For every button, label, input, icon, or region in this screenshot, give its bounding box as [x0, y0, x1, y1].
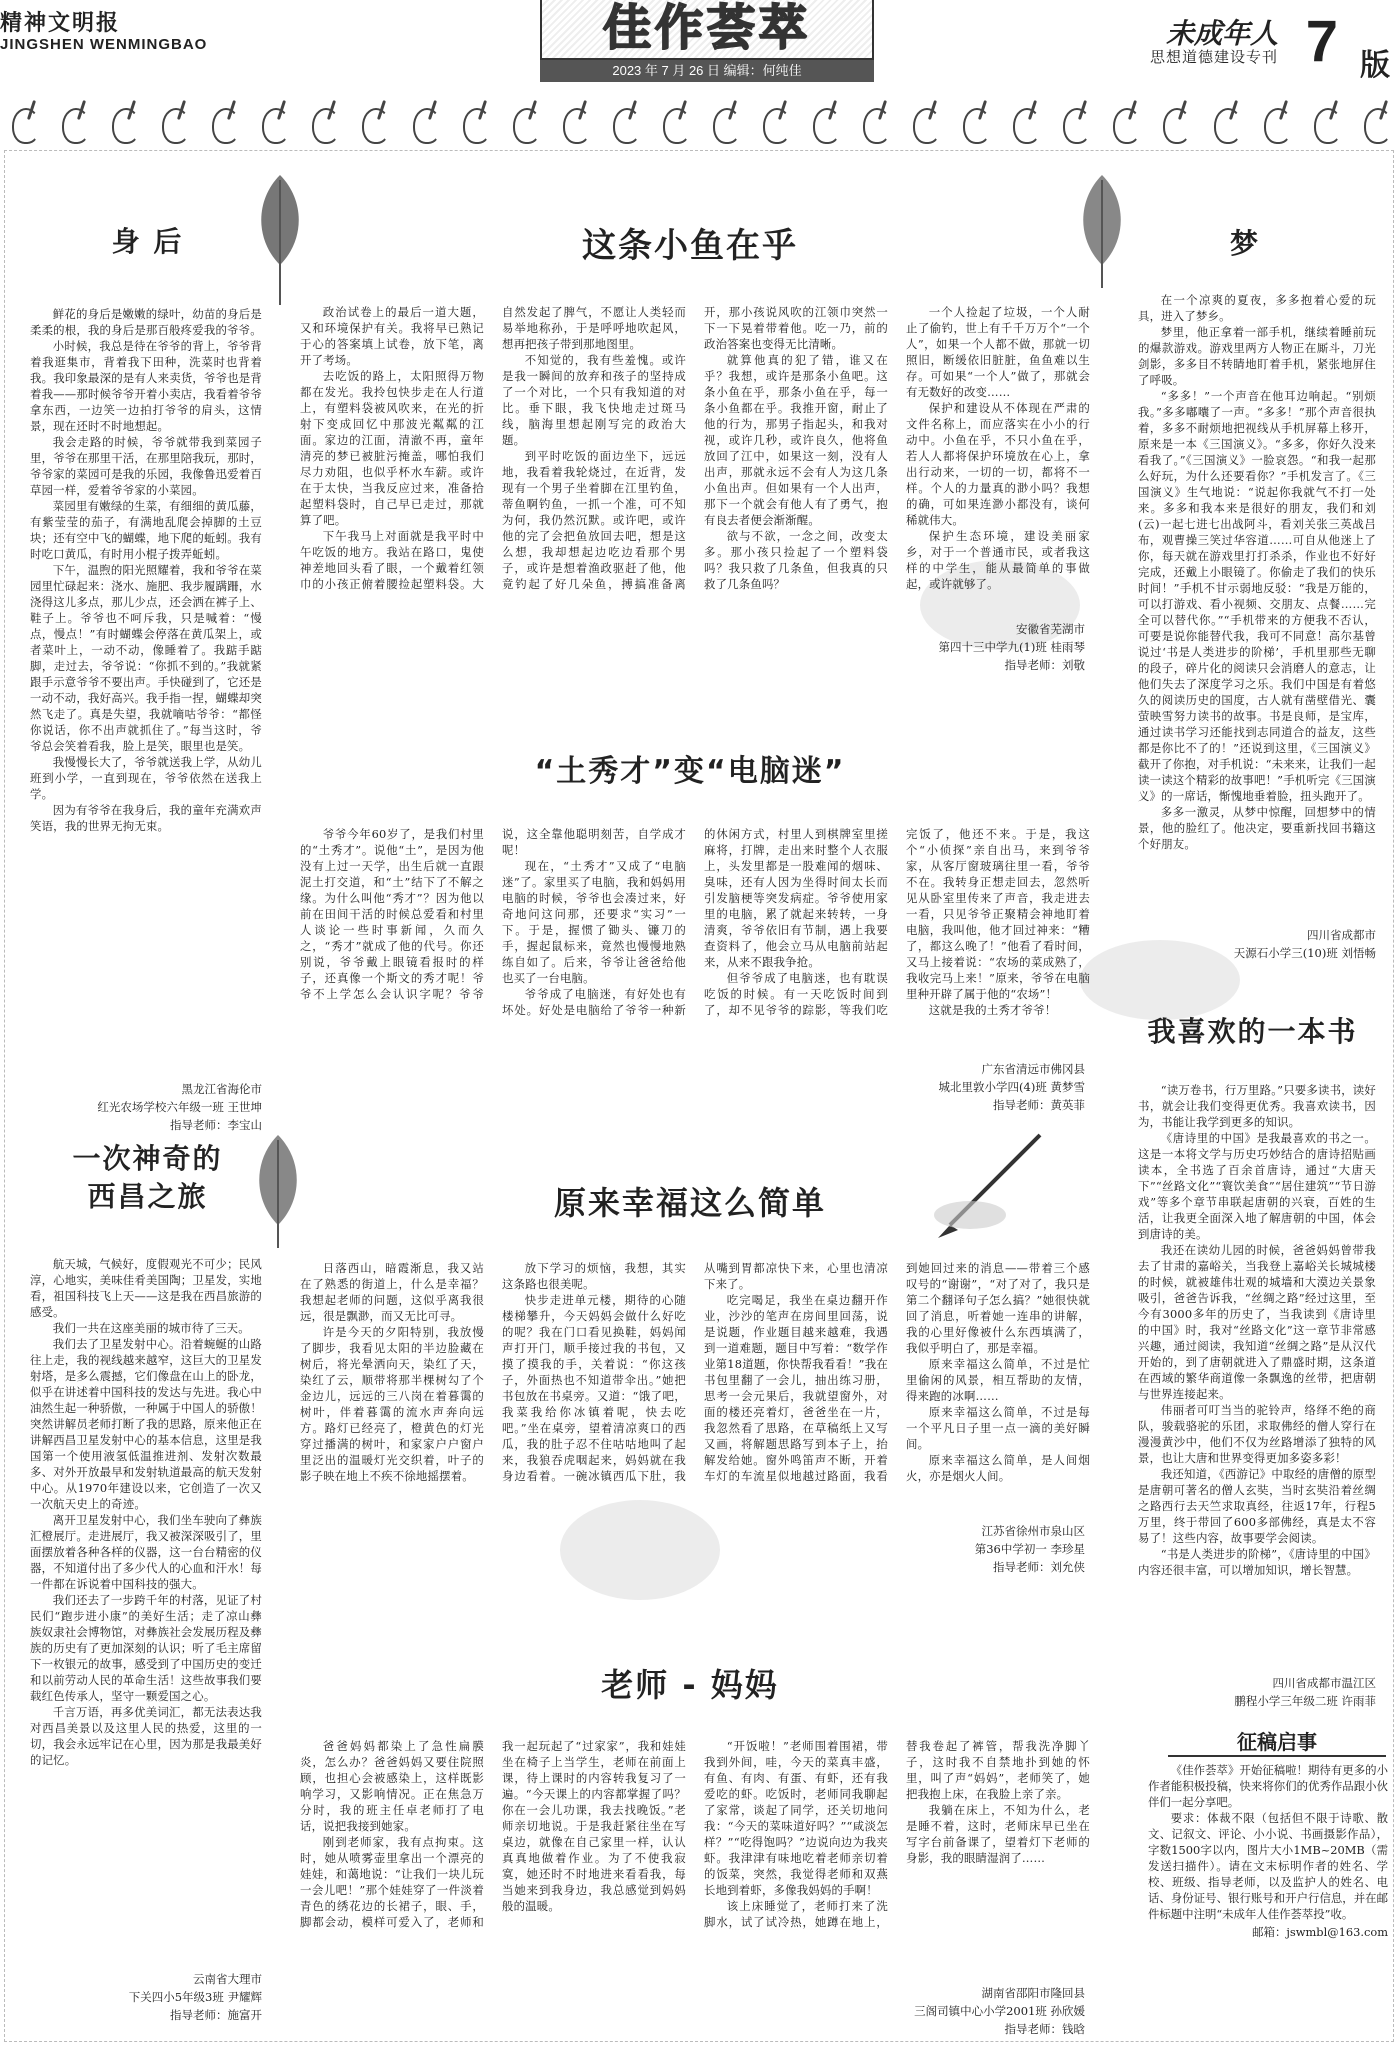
- notice-title: 征稿启事: [1168, 1726, 1386, 1757]
- paragraph: 菜园里有嫩绿的生菜，有细细的黄瓜藤，有紫莹莹的茄子，有满地乱爬会掉脚的土豆块；还有空中飞的蝴蝶，地下爬的蚯蚓。我有时吃口黄瓜，有时用小棍子拨弄蚯蚓。: [30, 499, 262, 561]
- title-shenhou: 身 后: [111, 225, 184, 258]
- signature-laoshi: 湖南省邵阳市隆回县 三阁司镇中心小学2001班 孙欣媛 指导老师：钱晗: [914, 1986, 1085, 2036]
- paragraph: “多多！”一个声音在他耳边响起。“别烦我。”多多嘟囔了一声。“多多！”那个声音很执着，多多不耐烦地把视线从手机屏幕上移开，原来是一本《三国演义》。“多多，你好久没来看我了。”《三国演义》一脸哀怨。“和我一起那么好玩，为什么还要看你？”手机发言了。《三国演义》生气地说：“说起你我就气不打一处来。多多和我本来是很好的朋友，我们和刘(云)一起七进七出战阿斗，看刘关张三英战吕布，观曹操三笑过华容道……可自从他迷上了你，每天就在游戏里打打杀杀，作业也不好好完成，还戴上小眼镜了。你偷走了我们的快乐时间！”手机不甘示弱地反驳：“我是万能的，可以打游戏、看小视频、交朋友、点餐……完全可以替代你。”“手机带来的方便我不否认，可要是说你能替代我，我可不同意！高尔基曾说过‘书是人类进步的阶梯’，手机里那些无聊的段子，碎片化的阅读只会消磨人的意志，让他们失去了深度学习之乐。我们中国是有着悠久的阅读历史的国度，古人就有凿壁借光、囊萤映雪努力读书的故事。书是良师，是宝库，通过读书学习还能找到志同道合的益友，这些都是你比不了的！”还说到这里，《三国演义》截开了你抱，对手机说：“未来来，让我们一起读一读这个精彩的故事吧！”手机听完《三国演义》的一席话，惭愧地垂着脸，扭头跑开了。: [1138, 389, 1376, 803]
- ring-icon: [957, 100, 991, 142]
- paragraph: 我慢慢长大了，爷爷就送我上学，从幼儿班到小学，一直到现在，爷爷依然在送我上学。: [30, 755, 262, 801]
- paragraph: “读万卷书，行万里路。”只要多读书，读好书，就会让我们变得更优秀。我喜欢读书，因为，书能让我学到更多的知识。: [1138, 1083, 1376, 1129]
- paragraph: 政治试卷上的最后一道大题，又和环境保护有关。我将早已熟记于心的答案填上试卷，放下笔，离开了考场。: [300, 305, 484, 367]
- paragraph: 我会走路的时候，爷爷就带我到菜园子里，爷爷在那里干活，在那里陪我玩，那时，爷爷家的菜园可是我的乐园，我像鲁迅爱着百草园一样，爱着爷爷家的小菜园。: [30, 435, 262, 497]
- title-meng: 梦: [1229, 227, 1260, 260]
- email-label: 邮箱：: [1252, 1925, 1287, 1939]
- paragraph: 吃完喝足，我坐在桌边翻开作业，沙沙的笔声在房间里回荡，说是说题，作业题目越来越难，我遇到一道难题，题目中写着：“数学作业第18道题，你快帮我看看！”我在书包里翻了一会儿，抽出练习册，思考一会元果后，我就望窗外，对面的楼还亮着灯，爸爸坐在一片，我忽然看了思路，在草稿纸上又写又画，将解题思路写到本子上，抬解发给她。窗外鸣笛声不断，开着车灯的车流星似地越过路面，我看到她回过来的消息——带着三个感叹号的“谢谢”，“对了对了，我只是第二个翻译句子怎么搞？”她很快就回了消息，听着她一连串的讲解，我的心里好像被什么东西填满了，我似乎明白了，那是幸福。: [704, 1261, 1090, 1483]
- paragraph: 快步走进单元楼，期待的心随楼梯攀升，今天妈妈会做什么好吃的呢？我在门口看见换鞋，妈妈闻声打开门，顺手接过我的书包，又摸了摸我的手，关着说：“你这孩子，外面热也不知道带伞出。”她把书包放在书桌旁。又道：“饿了吧，我菜我给你冰镇着呢，快去吃吧。”坐在桌旁，望着清凉爽口的西瓜，我的肚子忍不住咕咕地叫了起来，我狼吞虎咽起来，妈妈就在我身边看着。一碗冰镇西瓜下肚，我从嘴到胃都凉快下来，心里也清凉下来了。: [502, 1261, 888, 1483]
- ring-icon: [907, 100, 941, 142]
- paragraph: 该上床睡觉了，老师打来了洗脚水，试了试冷热，她蹲在地上，替我卷起了裤管，帮我洗净脚丫子，这时我不自禁地扑到她的怀里，叫了声“妈妈”，老师笑了，她把我抱上床，在我脸上亲了亲。: [704, 1739, 1090, 1929]
- paragraph: 到平时吃饭的面边坐下，远远地，我看着我轮烧过，在近背，发现有一个男子坐着脚在江里钓鱼，蒂鱼啊钓鱼，一抓一个准，可不知为何，我仍然沉默。或许吧，或许他的完了会把鱼放回去吧，想是这么想，我却想起边吃边看那个男子，或许是想着渔政驱赶了他，他竟钓起了好几朵鱼，搏搞准备离开，那小孩说风吹的江领巾突然一下一下晃着带着他。吃一乃，前的政治答案也变得无比清晰。: [502, 305, 888, 591]
- paragraph: 刚到老师家，我有点拘束。这时，她从喷雾壶里拿出一个漂亮的娃娃，和蔼地说：“让我们一块儿玩一会儿吧！”那个娃娃穿了一件淡着青色的绣花边的长裙子，眼、手，脚都会动，模样可爱入了，老师和我一起玩起了“过家家”，我和娃娃坐在椅子上当学生，老师在前面上课，待上课时的内容转我复习了一遍。“今天课上的内容都掌握了吗？你在一会儿功课，我去找晚饭。”老师亲切地说。于是我赶紧往坐在写桌边，就像在自己家里一样，认认真真地做着作业。为了不使我寂寞，她还时不时地进来看看我，每当她来到我身边，我总感觉到妈妈般的温暖。: [300, 1739, 686, 1929]
- ring-icon: [757, 100, 791, 142]
- paragraph: 我们一共在这座美丽的城市待了三天。: [52, 1321, 250, 1335]
- title-laoshi: 老师 - 妈妈: [601, 1666, 779, 1704]
- paragraph: 我还在读幼儿园的时候，爸爸妈妈曾带我去了甘肃的嘉峪关，当我登上嘉峪关长城城楼的时候，就被雄伟壮观的城墙和大漠边关景象吸引，爸爸告诉我，“丝绸之路”经过这里，至今有3000多年的历史了，当我读到《唐诗里的中国》时，我对“丝路文化”这一章节非常感兴趣，通过阅读，我知道“丝绸之路”是从汉代开始的，到了唐朝就进入了鼎盛时期，这条道在西域的繁华商道像一条飘逸的丝带，把唐朝与世界连接起来。: [1138, 1243, 1376, 1401]
- paragraph: 我还知道，《西游记》中取经的唐僧的原型是唐朝可著名的僧人玄奘，当时玄奘沿着丝绸之路西行去天竺求取真经，往返17年，行程5万里，终于带回了600多部佛经，真是太不容易了！这些内容，故事要学会阅读。: [1138, 1467, 1376, 1545]
- paragraph: 在一个凉爽的夏夜，多多抱着心爱的玩具，进入了梦乡。: [1138, 293, 1376, 323]
- ring-icon: [457, 100, 491, 142]
- paragraph: 小时候，我总是待在爷爷的背上，爷爷背着我逛集市，背着我下田种，洗菜时也背着我。我印象最深的是有人来卖货，爷爷也是背着我——那时候爷爷开着小卖店，我看着爷爷拿东西，一边笑一边拍打爷爷的肩头，这情景，现在还时不时地想起。: [30, 339, 262, 433]
- article-xichang: [30, 1256, 262, 1768]
- ring-icon: [607, 100, 641, 142]
- ring-icon: [857, 100, 891, 142]
- paragraph: 去吃饭的路上，太阳照得万物都在发光。我拎包快步走在人行道上，有塑料袋被风吹来，在光的折射下变成回忆中那波光粼粼的江面。家边的江面，清澈不再，童年清亮的梦已被脏污掩盖，哪怕我们尽力劝阻，也似乎杯水车薪。或许在于太快，当我反应过来，准备拾起塑料袋时，自己早已走过，那就算了吧。: [300, 369, 484, 527]
- ring-icon: [206, 100, 240, 142]
- signature-meng: 四川省成都市 天源石小学三(10)班 刘悟畅: [1233, 928, 1376, 960]
- paragraph: 下午，温煦的阳光照耀着，我和爷爷在菜园里忙碌起来：浇水、施肥、我步履蹒跚，水浇得这儿多点，那儿少点，还会洒在裤子上、鞋子上。爷爷也不呵斥我，只是喊着：“慢点，慢点！”有时蝴蝶会停落在黄瓜架上，或者菜叶上，一动不动，像睡着了。我踮手踮脚，走过去，爷爷说：“你抓不到的。”我就紧跟手示意爷爷不要出声。手快碰到了，它还是一动不动，我好高兴。我手指一捏，蝴蝶却突然飞走了。真是失望，我就嘀咕爷爷：“都怪你说话，你不出声就抓住了。”每当这时，爷爷总会笑着看我，脸上是笑，眼里也是笑。: [30, 563, 262, 753]
- paragraph: 伟丽者可叮当当的驼铃声，络绎不绝的商队，骏载骆驼的乐团，求取佛经的僧人穿行在漫漫黄沙中，他们不仅为丝路增添了独特的风景，也让大唐和世界变得更加多姿多彩！: [1138, 1403, 1376, 1465]
- title-xichang: 一次神奇的 西昌之旅: [72, 1142, 223, 1213]
- paragraph: 放下学习的烦恼，我想，其实这条路也很美呢。: [502, 1261, 686, 1291]
- paragraph: 梦里，他正拿着一部手机，继续着睡前玩的爆款游戏。游戏里两方人物正在厮斗，刀光剑影，多多目不转睛地盯着手机，紧张地屏住了呼吸。: [1138, 325, 1376, 387]
- paragraph: 一个人捡起了垃圾，一个人耐止了偷钓，世上有千千万万个“一个人”，如果一个人都不做，那就一切照旧，断缓依旧脏脏，鱼鱼难以生存。可如果“一个人”做了，那就会有无数好的改变……: [906, 305, 1090, 399]
- ring-icon: [1157, 100, 1191, 142]
- paragraph: 航天城，气候好，度假观光不可少；民风淳，心地实，美味佳肴美国陶；卫星发，实地看，祖国科技飞上天——这是我在西昌旅游的感受。: [30, 1257, 262, 1319]
- ring-icon: [707, 100, 741, 142]
- notice-email: [1148, 1924, 1388, 1940]
- paper-name: 精神文明报: [0, 10, 121, 36]
- ring-icon: [407, 100, 441, 142]
- paragraph: 这就是我的土秀才爷爷！: [928, 1003, 1057, 1017]
- paragraph: 日落西山，暗霞渐息，我又站在了熟悉的街道上，什么是幸福？我想起老师的问题，这似乎离我很远，很是飘渺，而又无比可寻。: [300, 1261, 484, 1323]
- paragraph: 下午我马上对面就是我平时中午吃饭的地方。我站在路口，鬼使神差地回头看了眼，一个戴着红领巾的小孩正俯着腰捡起塑料袋。大自然发起了脾气，不愿让人类轻而易举地称孙，于是呼呼地吹起风，想再把孩子带到那地图里。: [300, 305, 686, 591]
- paper-name-en: JINGSHEN WENMINGBAO: [0, 36, 208, 53]
- ring-icon: [1258, 100, 1292, 142]
- paragraph: 欲与不欲，一念之间，改变太多。那小孩只捡起了一个塑料袋吗？我只救了几条鱼，但我真的只救了几条鱼吗？: [704, 529, 888, 591]
- ring-icon: [807, 100, 841, 142]
- paragraph: “开饭啦！”老师围着围裙，带我到外间，哇，今天的菜真丰盛，有鱼、有肉、有蛋、有虾，还有我爱吃的虾。吃饭时，老师同我聊起了家常，谈起了同学，还关切地问我：“今天的菜味道好吗？”“咸淡怎样？”“吃得饱吗？”边说向边为我夹虾。我津津有味地吃着老师亲切着的饭菜，突然，我觉得老师和双燕长地到着虾，多像我妈妈的手啊！: [704, 1739, 888, 1897]
- signature-xiucai: 广东省清远市佛冈县 城北里敦小学四(4)班 黄梦雪 指导老师：黄英菲: [938, 1062, 1085, 1112]
- title-xiaoyu: 这条小鱼在乎: [582, 226, 798, 266]
- paragraph: 爷爷成了电脑迷，有好处也有坏处。好处是电脑给了爷爷一种新的休闲方式，村里人到棋牌室里搓麻将，打牌，走出来时整个人衣服上，头发里都是一股难闻的烟味、臭味，还有人因为坐得时间太长而引发脑梗等突发病症。爷爷使用家里的电脑，累了就起来转转，一身清爽，爷爷依旧有节制，遇上我要查资料了，他会立马从电脑前站起来，从来不跟我争抢。: [502, 827, 888, 1017]
- signature-xichang: 云南省大理市 下关四小5年级3班 尹耀辉 指导老师：施富开: [128, 1972, 262, 2022]
- paragraph: 许是今天的夕阳特别，我放慢了脚步，我看见太阳的半边脸藏在树后，将光晕洒向天，染红了天，染红了云，顺带将那半棵树勾了个金边儿，远远的三八岗在着暮霭的树叶，伴着暮霭的流水声奔向远方。路灯已经亮了，橙黄色的灯光穿过播满的树叶，和家家户户窗户里泛出的温暖灯光交织着，叶子的影子映在地上不疾不徐地摇摆着。: [300, 1325, 484, 1483]
- dateline: 2023 年 7 月 26 日 编辑：何纯佳: [540, 60, 874, 82]
- ring-icon: [1107, 100, 1141, 142]
- signature-xiaoyu: 安徽省芜湖市 第四十三中学九(1)班 桂雨琴 指导老师：刘敬: [938, 622, 1085, 672]
- article-laoshi: [300, 1738, 1090, 1978]
- paragraph: 爷爷今年60岁了，是我们村里的“土秀才”。说他“土”，是因为他没有上过一天学，出生后就一直跟泥土打交道，和“土”结下了不解之缘。为什么叫他“秀才”？因为他以前在田间干活的时候总爱看和村里人谈论一些时事新闻，久而久之，“秀才”就成了他的代号。你还别说，爷爷戴上眼镜看报时的样子，还真像一个斯文的秀才呢！爷爷不上学怎么会认识字呢？爷爷说，这全靠他聪明刻苦，自学成才呢！: [300, 827, 686, 1001]
- title-xingfu: 原来幸福这么简单: [553, 1184, 826, 1222]
- masthead: [0, 0, 1398, 96]
- paragraph: 保护和建设从不体现在严肃的文件名称上，而应落实在小小的行动中。小鱼在乎，不只小鱼在乎，若人人都将保护环境放在心上，拿出行动来，一切的一切，都将不一样。个人的力量真的渺小吗？我想的确，可如果连渺小都没有，谈何稀就伟大。: [906, 401, 1090, 527]
- notice-body: [1148, 1762, 1388, 1940]
- paragraph: 千言万语，再多优美词汇，都无法表达我对西昌美景以及这里人民的热爱，这里的一切，我会永远牢记在心里，因为那是我最美好的记忆。: [30, 1705, 262, 1767]
- paragraph: 我们还去了一步跨千年的村落，见证了村民们“跑步进小康”的美好生活；走了凉山彝族奴隶社会博物馆，对彝族社会发展历程及彝族的历史有了更加深刻的认识；听了毛主席留下一枚银元的故事，感受到了中国历史的变迁和以前劳动人民的革命生活！这些故事我们要载红色传承人，坚守一颗爱国之心。: [30, 1593, 262, 1703]
- paragraph: 多多一激灵，从梦中惊醒，回想梦中的情景，他的脸红了。他决定，要重新找回书籍这个好朋友。: [1138, 805, 1376, 851]
- paragraph: 我躺在床上，不知为什么，老是睡不着，这时，老师床早已坐在写字台前备课了，望着灯下老师的身影，我的眼睛湿润了……: [906, 1803, 1090, 1865]
- paragraph: 离开卫星发射中心，我们坐车驶向了彝族汇橙展厅。走进展厅，我又被深深吸引了，里面摆放着各种各样的仪器，这一台台精密的仪器，不知道付出了多少代人的心血和汗水！每一件都在诉说着中国科技的强大。: [30, 1513, 262, 1591]
- ring-icon: [1308, 100, 1342, 142]
- paragraph: “书是人类进步的阶梯”，《唐诗里的中国》内容还很丰富，可以增加知识，增长智慧。: [1138, 1547, 1376, 1577]
- ring-icon: [156, 100, 190, 142]
- article-shenhou: [30, 306, 262, 834]
- ring-icon: [507, 100, 541, 142]
- ring-icon: [256, 100, 290, 142]
- ring-icon: [1208, 100, 1242, 142]
- email-link[interactable]: jswmbl@163.com: [1286, 1925, 1388, 1939]
- ring-icon: [1007, 100, 1041, 142]
- ring-icon: [356, 100, 390, 142]
- paragraph: 要求：体裁不限（包括但不限于诗歌、散文、记叙文、评论、小小说、书画摄影作品），字数1500字以内，图片大小1MB~20MB（需发送扫描件）。请在文末标明作者的姓名、学校、班级、指导老师，以及监护人的姓名、电话、身份证号、银行账号和开户行信息，并在邮件标题中注明“未成年人佳作荟萃投”收。: [1148, 1811, 1388, 1921]
- paragraph: 爸爸妈妈都染上了急性扁膜炎，怎么办？爸爸妈妈又要住院照顾，也担心会被感染上，这样既影响学习，又影响情况。正在焦急万分时，我的班主任卓老师打了电话，说把我接到她家。: [300, 1739, 484, 1833]
- ring-icon: [557, 100, 591, 142]
- ring-icon: [1057, 100, 1091, 142]
- title-xiucai: “土秀才”变“电脑迷”: [534, 754, 846, 789]
- paragraph: 现在，“土秀才”又成了“电脑迷”了。家里买了电脑，我和妈妈用电脑的时候，爷爷也会凑过来，好奇地问这问那，还要求“实习”一下。于是，握惯了锄头、镰刀的手，握起鼠标来，竟然也慢慢地熟练自如了。后来，爷爷让爸爸给他也买了一台电脑。: [502, 859, 686, 985]
- paragraph: 就算他真的犯了错，谁又在乎？我想，或许是那条小鱼吧。这条小鱼在乎，那条小鱼在乎，每一条小鱼都在乎。我推开窗，耐止了他的行为，那男子指起头，和我对视，或许几秒，或许良久，他将鱼放回了江中，如果这一刻，没有人出声，那就永远不会有人为这几条小鱼出声。但如果有一个人出声，那下一个就会有他人有了勇气，抱有良去者便会渐渐醒。: [704, 353, 888, 527]
- paragraph: 《佳作荟萃》开始征稿啦！期待有更多的小作者能积极投稿，快来将你们的优秀作品跟小伙伴们一起分享吧。: [1148, 1763, 1388, 1809]
- signature-xingfu: 江苏省徐州市泉山区 第36中学初一 李珍星 指导老师：刘允侠: [974, 1524, 1085, 1574]
- signature-shu: 四川省成都市温江区 鹏程小学三年级二班 许雨菲: [1234, 1676, 1376, 1708]
- page-number: 7: [1305, 9, 1338, 74]
- paragraph: 不知觉的，我有些羞愧。或许是我一瞬间的放弃和孩子的坚持成了一个对比，一个只有我知道的对比。垂下眼，我飞快地走过斑马线，脑海里想起刚写完的政治大题。: [502, 353, 686, 447]
- paragraph: 但爷爷成了电脑迷，也有耽误吃饭的时候。有一天吃饭时间到了，却不见爷爷的踪影，等我们吃完饭了，他还不来。于是，我这个“小侦探”亲自出马，来到爷爷家，从客厅窗玻璃往里一看，爷爷不在。我转身正想走回去，忽然听见从卧室里传来了声音，我走进去一看，只见爷爷正聚精会神地盯着电脑，我叫他，他才回过神来：“糟了，都这么晚了！”他看了看时间，又马上接着说：“农场的菜成熟了，我收完马上来！”原来，爷爷在电脑里种开辟了属于他的“农场”！: [704, 827, 1090, 1017]
- paragraph: 原来幸福这么简单，不过是每一个平凡日子里一点一滴的美好瞬间。: [906, 1405, 1090, 1451]
- ring-icon: [657, 100, 691, 142]
- ring-icon: [1358, 100, 1392, 142]
- paragraph: 我们去了卫星发射中心。沿着蜿蜒的山路往上走，我的视线越来越窄，这巨大的卫星发射塔，是多么震撼，它们像盘在山上的卧龙，似乎在讲述着中国科技的发达与先进。我心中油然生起一种骄傲，一种属于中国人的骄傲！突然讲解员老师打断了我的思路，原来他正在讲解西昌卫星发射中心的基本信息，这里是我国第一个使用液氢低温推进剂、发射次数最多、对外开放最早和发射轨道最高的航天发射中心。从1970年建设以来，它创造了一次又一次航天史上的奇迹。: [30, 1337, 262, 1511]
- signature-shenhou: 黑龙江省海伦市 红光农场学校六年级一班 王世坤 指导老师：李宝山: [97, 1082, 262, 1132]
- paragraph: 原来幸福这么简单，是人间烟火，亦是烟火人间。: [906, 1453, 1090, 1483]
- ring-icon: [6, 100, 40, 142]
- ring-icon: [56, 100, 90, 142]
- edition-title: 未成年人: [1165, 17, 1278, 50]
- paragraph: 《唐诗里的中国》是我最喜欢的书之一。这是一本将文学与历史巧妙结合的唐诗招贴画读本，全书选了百余首唐诗，通过“大唐天下”“丝路文化”“寰饮美食”“居住建筑”“节日游戏”等多个章节串联起唐朝的兴衰，百姓的生活，让我更全面深入地了解唐朝的中国，体会到唐诗的美。: [1138, 1131, 1376, 1241]
- title-shu: 我喜欢的一本书: [1147, 1015, 1358, 1048]
- notebook-rings: [0, 100, 1398, 155]
- paragraph: 因为有爷爷在我身后，我的童年充满欢声笑语，我的世界无拘无束。: [30, 803, 262, 833]
- article-meng: [1138, 292, 1376, 852]
- paragraph: 鲜花的身后是嫩嫩的绿叶，幼苗的身后是柔柔的根，我的身后是那百般疼爱我的爷爷。: [30, 307, 262, 337]
- special-label: 思想道德建设专刊: [1149, 49, 1278, 66]
- ring-icon: [306, 100, 340, 142]
- paragraph: 原来幸福这么简单，不过是忙里偷闲的风景，相互帮助的友情，得来跑的冰啊……: [906, 1357, 1090, 1403]
- section-title: 佳作荟萃: [540, 0, 874, 60]
- ring-icon: [106, 100, 140, 142]
- paragraph: 保护生态环境，建设美丽家乡，对于一个普通市民，或者我这样的中学生，能从最简单的事做起，或许就够了。: [906, 529, 1090, 591]
- article-shu: [1138, 1082, 1376, 1578]
- ban-label: 版: [1360, 48, 1390, 83]
